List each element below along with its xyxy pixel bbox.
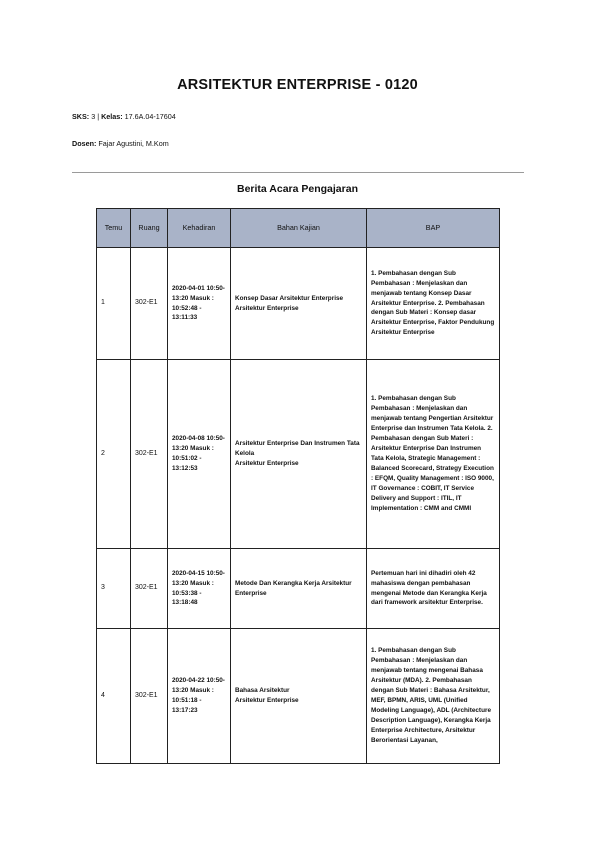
ruang-cell: 302-E1 [131, 629, 168, 764]
col-bahan-kajian: Bahan Kajian [231, 209, 367, 248]
lecturer-info [72, 139, 169, 148]
dosen-value: Fajar Agustini, M.Kom [98, 139, 169, 148]
sks-label: SKS: [72, 112, 90, 121]
table-row [97, 549, 500, 629]
kelas-value: 17.6A.04-17604 [124, 112, 176, 121]
temu-cell: 4 [97, 629, 131, 764]
col-bap: BAP [367, 209, 500, 248]
course-info [72, 112, 176, 121]
col-kehadiran: Kehadiran [168, 209, 231, 248]
bap-cell: Pertemuan hari ini dihadiri oleh 42 mahasiswa dengan pembahasan mengenai Metode dan Kerangka Kerja dari framework arsitektur Enterprise. [367, 549, 500, 629]
kehadiran-cell: 2020-04-22 10:50-13:20 Masuk : 10:51:18 - 13:17:23 [168, 629, 231, 764]
temu-cell: 2 [97, 360, 131, 549]
bap-cell: 1. Pembahasan dengan Sub Pembahasan : Menjelaskan dan menjawab tentang Konsep Dasar Arsitektur Enterprise. 2. Pembahasan dengan Sub Materi : Konsep dasar Arsitektur Enterprise, Faktor Pendukung Arsitektur Enterprise [367, 248, 500, 360]
kehadiran-cell: 2020-04-01 10:50-13:20 Masuk : 10:52:48 - 13:11:33 [168, 248, 231, 360]
bahan-kajian-cell: Konsep Dasar Arsitektur Enterprise Arsitektur Enterprise [231, 248, 367, 360]
sks-value: 3 [91, 112, 96, 121]
col-temu: Temu [97, 209, 131, 248]
kehadiran-cell: 2020-04-08 10:50-13:20 Masuk : 10:51:02 - 13:12:53 [168, 360, 231, 549]
bahan-kajian-cell: Bahasa Arsitektur Arsitektur Enterprise [231, 629, 367, 764]
ruang-cell: 302-E1 [131, 248, 168, 360]
ruang-cell: 302-E1 [131, 360, 168, 549]
bap-cell: 1. Pembahasan dengan Sub Pembahasan : Menjelaskan dan menjawab tentang mengenai Bahasa Arsitektur (MDA). 2. Pembahasan dengan Sub Materi : Bahasa Arsitektur, MEF, BPMN, ARIS, UML (Unified Modeling Language), ADL (Architecture Description Language), Kerangka Kerja Enterprise Architecture, Arsitektur Berorientasi Layanan, [367, 629, 500, 764]
table-row [97, 629, 500, 764]
table-row [97, 360, 500, 549]
bap-cell: 1. Pembahasan dengan Sub Pembahasan : Menjelaskan dan menjawab tentang Pengertian Arsitektur Enterprise dan Instrumen Tata Kelola. 2. Pembahasan dengan Sub Materi : Arsitektur Enterprise Dan Instrumen Tata Kelola, Strategic Management : Balanced Scorecard, Strategy Execution : EFQM, Quality Management : ISO 9000, IT Governance : COBIT, IT Service Delivery and Support : ITIL, IT Implementation : CMM and CMMI [367, 360, 500, 549]
document-title: ARSITEKTUR ENTERPRISE - 0120 [177, 77, 418, 93]
table-row [97, 248, 500, 360]
temu-cell: 1 [97, 248, 131, 360]
kelas-label: Kelas: [101, 112, 123, 121]
divider [72, 172, 524, 173]
dosen-label: Dosen: [72, 139, 97, 148]
section-title: Berita Acara Pengajaran [236, 183, 358, 195]
col-ruang: Ruang [131, 209, 168, 248]
table-header-row [97, 209, 500, 248]
ruang-cell: 302-E1 [131, 549, 168, 629]
kehadiran-cell: 2020-04-15 10:50-13:20 Masuk : 10:53:38 - 13:18:48 [168, 549, 231, 629]
separator: | [97, 112, 100, 121]
bahan-kajian-cell: Arsitektur Enterprise Dan Instrumen Tata Kelola Arsitektur Enterprise [231, 360, 367, 549]
temu-cell: 3 [97, 549, 131, 629]
bap-table [96, 208, 500, 764]
bahan-kajian-cell: Metode Dan Kerangka Kerja Arsitektur Enterprise [231, 549, 367, 629]
